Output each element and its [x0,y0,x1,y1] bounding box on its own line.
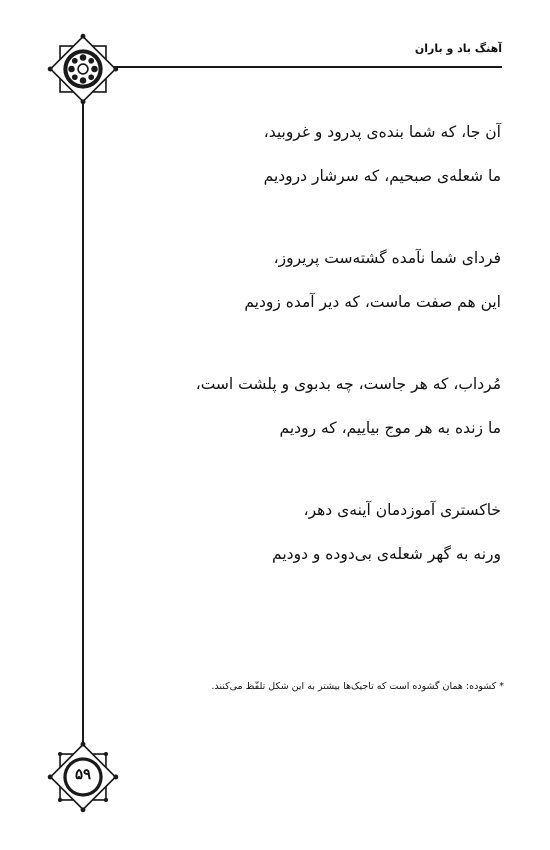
stanza [121,244,501,316]
verse-line: آن جا، که شما بنده‌ی پدرود و غروبید، [263,123,501,141]
verse-line: مُرداب، که هر جاست، چه بدبوی و پلشت است، [195,375,501,393]
verse-line: خاکستری آموزدمان آینه‌ی دهر، [303,501,501,519]
top-rosette-ornament-icon [42,28,124,110]
poem-body [121,118,501,622]
verse-line: فردای شما نآمده گشته‌ست پریروز، [273,249,501,267]
running-title: آهنگ باد و باران [414,42,502,55]
margin-vertical-rule [82,62,84,778]
verse-line: ورنه به گهر شعله‌ی بی‌دوده و دودیم [272,545,501,563]
header-rule [84,66,502,68]
footnote: * کشوده: همان گشوده است که تاجیک‌ها بیشتر به این شکل تلفّظ می‌کنند. [211,681,504,692]
verse-line: ما شعله‌ی صبحیم، که سرشار درودیم [263,167,501,185]
stanza [121,370,501,442]
stanza [121,496,501,568]
stanza [121,118,501,190]
verse-line: این هم صفت ماست، که دیر آمده زودیم [244,293,501,311]
page-number: ۵۹ [74,765,92,783]
verse-line: ما زنده به هر موج بیاییم، که رودیم [279,419,501,437]
